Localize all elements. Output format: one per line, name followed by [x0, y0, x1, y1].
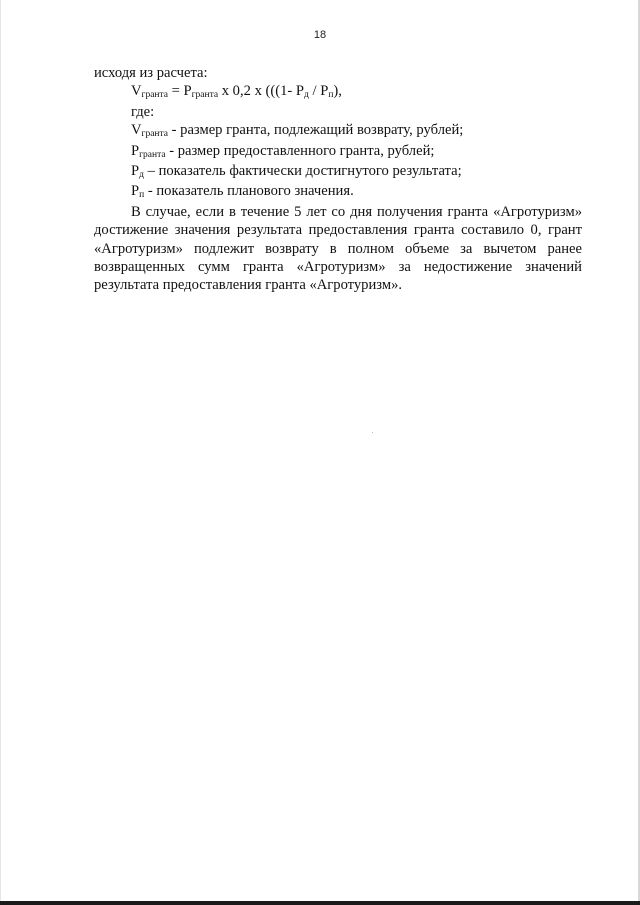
definition-pp-text: - показатель планового значения. [144, 183, 354, 200]
definition-pd-text: – показатель фактически достигнутого результата; [143, 163, 462, 180]
intro-line: исходя из расчета: [94, 65, 208, 81]
scan-speck [372, 432, 373, 433]
formula-v-sub: гранта [141, 90, 168, 101]
document-body [94, 64, 582, 295]
definition-pd [94, 162, 582, 182]
formula-pd-sub: д [304, 90, 309, 101]
formula-v: V [131, 83, 142, 100]
formula-p: P [183, 83, 192, 100]
formula-p-sub: гранта [191, 90, 219, 101]
formula-line [94, 82, 582, 102]
where-line: где: [131, 103, 155, 120]
definition-pd-symbol: P [131, 163, 140, 180]
definition-p-text: - размер предоставленного гранта, рублей; [165, 142, 435, 159]
definition-pp-sub: п [139, 190, 145, 201]
formula-slash: / P [308, 83, 329, 100]
paragraph-return-conditions: В случае, если в течение 5 лет со дня получения гранта «Агротуризм» достижение значения результата предоставления гранта составило 0, грант «Агротуризм» подлежит возврату в полном объеме за вычетом ранее возвращенных сумм гранта «Агротуризм» за недостижение значений результата предоставления гранта «Агротуризм». [94, 203, 582, 294]
definition-pd-sub: д [139, 170, 144, 181]
formula-eq: = [167, 83, 184, 100]
formula-rest: x 0,2 x (((1- P [218, 83, 305, 100]
formula-pp-sub: п [328, 90, 334, 101]
scan-edge-bottom [0, 901, 640, 905]
formula-end: ), [333, 83, 342, 100]
definition-pp [94, 182, 582, 202]
definition-v [94, 121, 582, 141]
definition-v-sub: гранта [141, 129, 168, 140]
page-number: 18 [313, 29, 327, 41]
scan-edge-left [0, 0, 1, 905]
definition-v-text: - размер гранта, подлежащий возврату, рублей; [167, 122, 464, 139]
definition-p-symbol: P [131, 142, 140, 159]
definition-pp-symbol: P [131, 183, 140, 200]
definition-p-sub: гранта [139, 149, 166, 160]
definition-p [94, 142, 582, 162]
definition-v-symbol: V [131, 122, 142, 139]
